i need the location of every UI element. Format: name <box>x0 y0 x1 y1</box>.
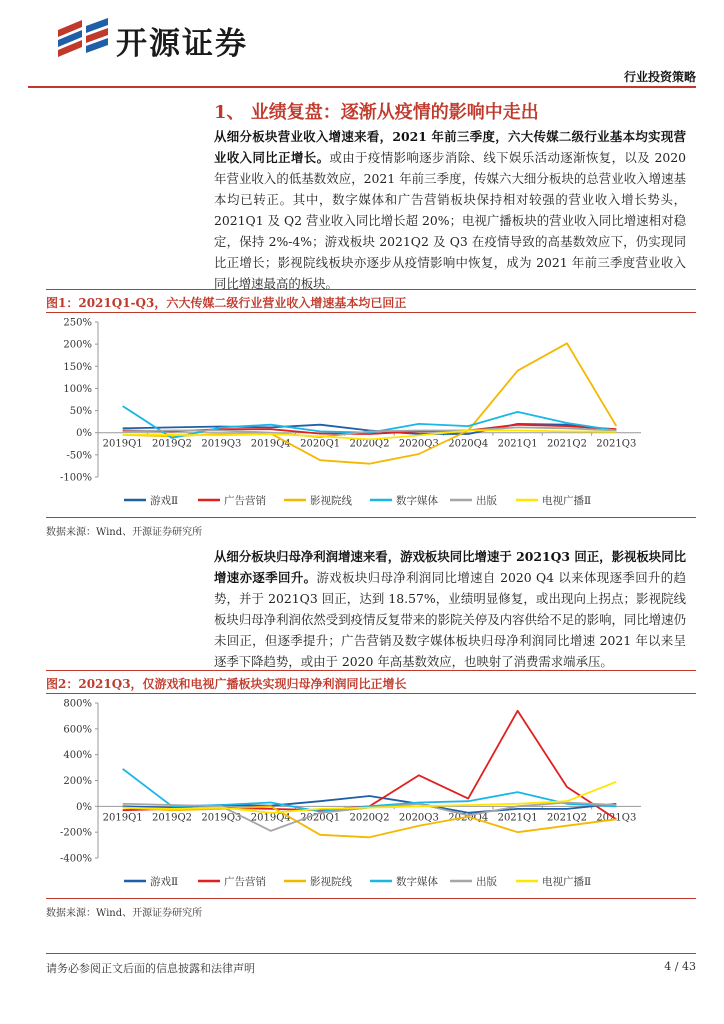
fig1-x-tick-label: 2021Q3 <box>596 438 637 450</box>
figure-2-bottom-rule <box>46 898 696 899</box>
fig2-x-tick-label: 2019Q1 <box>102 812 143 824</box>
fig1-x-tick-label: 2020Q4 <box>448 438 489 450</box>
paragraph-2-lead: 从细分板块归母净利润增速来看，游戏板块同比增速于 2021Q3 回正，影视板块同比增速亦逐季回升。 <box>214 549 686 585</box>
fig1-legend-label: 广告营销 <box>224 495 266 507</box>
fig2-x-tick-label: 2020Q1 <box>300 812 341 824</box>
footer-divider <box>46 953 696 954</box>
fig2-y-tick-label: 800% <box>63 698 92 710</box>
figure-1-source: 数据来源：Wind、开源证券研究所 <box>46 527 203 538</box>
brand-name: 开源证券 <box>116 26 248 62</box>
fig1-y-tick-label: 200% <box>63 339 92 351</box>
paragraph-2 <box>214 546 686 672</box>
fig1-x-tick-label: 2021Q2 <box>546 438 587 450</box>
figure-2-chart <box>46 695 696 895</box>
fig1-x-tick-label: 2019Q1 <box>102 438 143 450</box>
report-type: 行业投资策略 <box>623 70 696 84</box>
footer-disclaimer: 请务必参阅正文后面的信息披露和法律声明 <box>46 962 255 975</box>
fig2-x-tick-label: 2021Q1 <box>497 812 538 824</box>
fig1-y-tick-label: 250% <box>63 317 92 329</box>
fig1-x-tick-label: 2019Q3 <box>201 438 242 450</box>
fig1-y-tick-label: 50% <box>69 406 92 418</box>
fig1-legend-label: 数字媒体 <box>396 495 438 507</box>
fig1-x-tick-label: 2019Q4 <box>250 438 291 450</box>
fig2-x-tick-label: 2020Q4 <box>448 812 489 824</box>
page-number: 4 / 43 <box>664 960 696 973</box>
fig2-y-tick-label: 400% <box>63 750 92 762</box>
fig1-x-tick-label: 2021Q1 <box>497 438 538 450</box>
fig2-y-tick-label: 200% <box>63 776 92 787</box>
fig1-x-tick-label: 2020Q1 <box>300 438 341 450</box>
figure-2-source: 数据来源：Wind、开源证券研究所 <box>46 908 203 919</box>
fig2-legend-label: 出版 <box>476 876 497 888</box>
figure-1-chart <box>46 314 696 514</box>
paragraph-1 <box>214 126 686 294</box>
fig2-legend-label: 游戏Ⅱ <box>150 876 179 888</box>
fig2-legend-label: 电视广播Ⅱ <box>542 876 592 888</box>
figure-1-top-rule <box>46 289 696 290</box>
fig1-x-tick-label: 2020Q2 <box>349 438 390 450</box>
figure-1-title-rule <box>46 312 696 313</box>
fig2-legend-label: 影视院线 <box>310 876 352 888</box>
fig1-y-tick-label: 150% <box>63 361 92 373</box>
fig1-legend-label: 游戏Ⅱ <box>150 495 179 507</box>
fig1-y-tick-label: -50% <box>66 450 92 462</box>
paragraph-2-body: 游戏板块归母净利润同比增速自 2020 Q4 以来体现逐季回升的趋势，并于 2021Q3 回正，达到 18.57%，业绩明显修复，或出现向上拐点；影视院线板块归母净利润依然受到疫情反复带来的影院关停及内容供给不足的影响，同比增速仍未回正，但逐季提升；广告营销及数字媒体板块归母净利润同比增速 2021 年以来呈逐季下降趋势，或由于 2020 年高基数效应，也映射了消费需求端承压。 <box>214 570 687 669</box>
fig2-x-tick-label: 2019Q3 <box>201 812 242 824</box>
header-divider <box>28 86 696 88</box>
fig2-legend-label: 数字媒体 <box>396 876 438 888</box>
fig2-x-tick-label: 2020Q2 <box>349 812 390 824</box>
fig2-y-tick-label: 0% <box>76 801 92 813</box>
fig1-x-tick-label: 2020Q3 <box>398 438 439 450</box>
fig2-x-tick-label: 2021Q2 <box>546 812 587 824</box>
figure-1-bottom-rule <box>46 517 696 518</box>
figure-1-title: 图1：2021Q1-Q3，六大传媒二级行业营业收入增速基本均已回正 <box>46 296 407 310</box>
fig1-legend-label: 出版 <box>476 495 497 507</box>
fig2-y-tick-label: 600% <box>63 724 92 736</box>
fig2-y-tick-label: -200% <box>60 827 92 839</box>
fig1-y-tick-label: -100% <box>60 472 92 484</box>
fig2-y-tick-label: -400% <box>60 853 92 865</box>
paragraph-1-lead: 从细分板块营业收入增速来看，2021 年前三季度，六大传媒二级行业基本均实现营业收入同比正增长。 <box>214 129 686 165</box>
fig1-legend-label: 电视广播Ⅱ <box>542 495 592 507</box>
figure-2-title: 图2：2021Q3，仅游戏和电视广播板块实现归母净利润同比正增长 <box>46 677 407 691</box>
fig2-x-tick-label: 2021Q3 <box>596 812 637 824</box>
fig1-x-tick-label: 2019Q2 <box>152 438 193 450</box>
section-title: 1、 业绩复盘：逐渐从疫情的影响中走出 <box>214 102 539 123</box>
fig2-legend-label: 广告营销 <box>224 876 266 888</box>
fig2-x-tick-label: 2020Q3 <box>398 812 439 824</box>
fig1-y-tick-label: 0% <box>76 428 92 440</box>
fig1-legend-label: 影视院线 <box>310 495 352 507</box>
fig2-x-tick-label: 2019Q2 <box>152 812 193 824</box>
figure-2-title-rule <box>46 693 696 694</box>
paragraph-1-body: 或由于疫情影响逐步消除、线下娱乐活动逐渐恢复，以及 2020 年营业收入的低基数效应，2021 年前三季度，传媒六大细分板块的总营业收入增速基本均已转正。其中，数字媒体和广告营销板块保持相对较强的营业收入增长势头，2021Q1 及 Q2 营业收入同比增长超 20%；电视广播板块的营业收入同比增速相对稳定，保持 2%-4%；游戏板块 2021Q2 及 Q3 在疫情导致的高基数效应下，仍实现同比正增长；影视院线板块亦逐步从疫情影响中恢复，成为 2021 年前三季度营业收入同比增速最高的板块。 <box>214 150 686 291</box>
fig2-x-tick-label: 2019Q4 <box>250 812 291 824</box>
fig1-y-tick-label: 100% <box>63 383 92 395</box>
figure-2-top-rule <box>46 670 696 671</box>
